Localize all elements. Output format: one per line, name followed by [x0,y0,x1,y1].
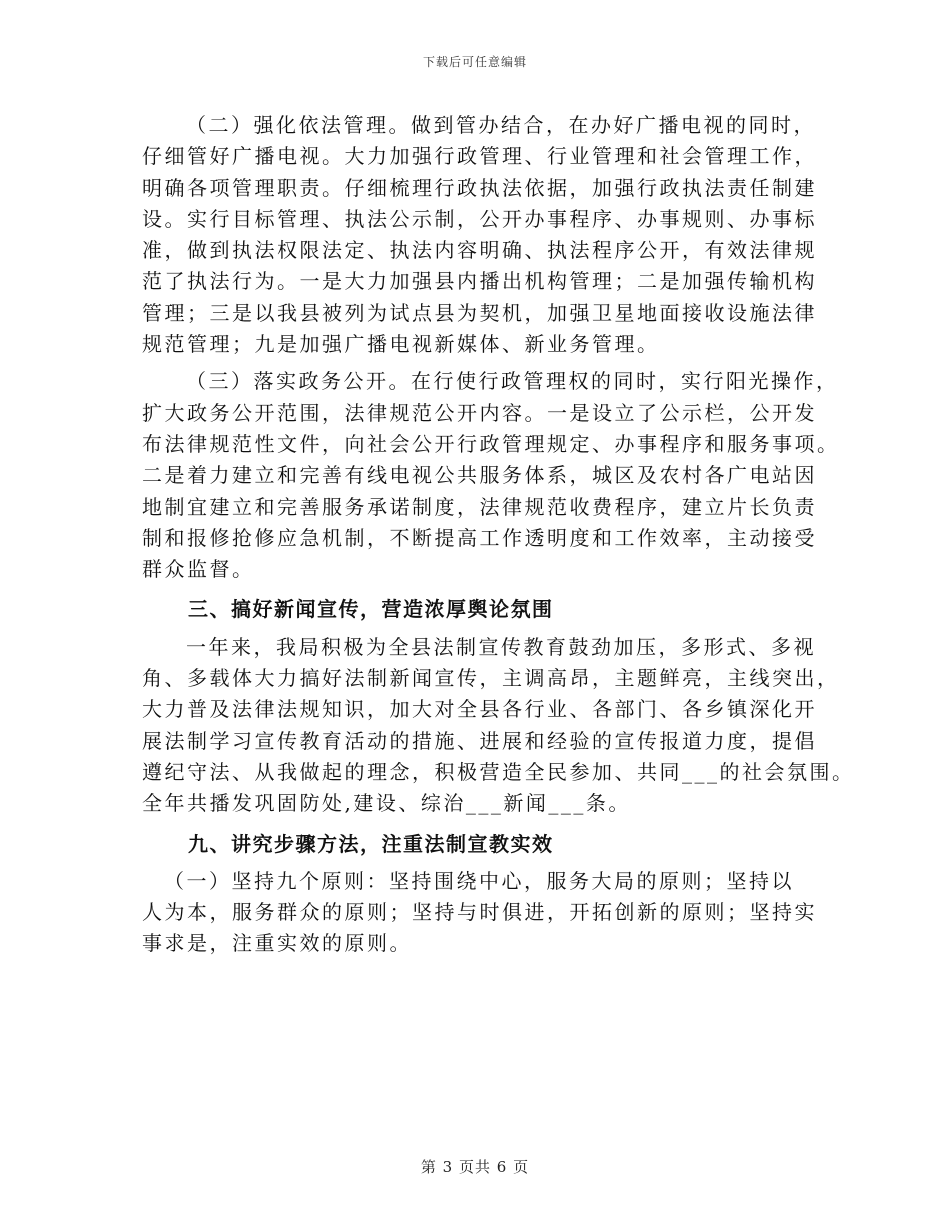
paragraph-strengthen-management [142,110,822,360]
text-line: 设。实行目标管理、执法公示制，公开办事程序、办事规则、办事标 [142,206,817,231]
paragraph-news-publicity [142,632,855,820]
section-heading-methods: 九、讲究步骤方法，注重法制宣教实效 [188,831,554,856]
paragraph-government-affairs [142,366,840,585]
text-line: 全年共播发巩固防处,建设、综治___新闻___条。 [142,791,631,816]
text-line: 准，做到执法权限法定、执法内容明确、执法程序公开，有效法律规 [142,238,817,263]
text-line: 管理；三是以我县被列为试点县为契机，加强卫星地面接收设施法律 [142,300,817,325]
text-line: 范了执法行为。一是大力加强县内播出机构管理；二是加强传输机构 [142,269,817,294]
page-footer: 第 3 页共 6 页 [420,1158,530,1176]
document-body [142,110,855,960]
page-header: 下载后可任意编辑 [422,55,527,69]
text-line: 规范管理；九是加强广播电视新媒体、新业务管理。 [142,332,660,357]
text-line: 遵纪守法、从我做起的理念，积极营造全民参加、共同___的社会氛围。 [142,759,855,784]
text-line: 事求是，注重实效的原则。 [142,931,412,956]
paragraph-principles [142,866,822,960]
text-line: 二是着力建立和完善有线电视公共服务体系，城区及农村各广电站因 [142,463,817,488]
text-line: （一）坚持九个原则：坚持围绕中心，服务大局的原则；坚持以 [164,868,794,893]
text-line: 角、多载体大力搞好法制新闻宣传，主调高昂，主题鲜亮，主线突出， [142,666,840,691]
section-heading-news: 三、搞好新闻宣传，营造浓厚舆论氛围 [188,597,554,622]
text-line: 制和报修抢修应急机制，不断提高工作透明度和工作效率，主动接受 [142,525,817,550]
text-line: （二）强化依法管理。做到管办结合，在办好广播电视的同时， [186,113,816,137]
text-line: 群众监督。 [142,557,255,582]
text-line: 明确各项管理职责。仔细梳理行政执法依据，加强行政执法责任制建 [142,175,817,200]
text-line: 展法制学习宣传教育活动的措施、进展和经验的宣传报道力度，提倡 [142,728,817,753]
text-line: 大力普及法律法规知识，加大对全县各行业、各部门、各乡镇深化开 [142,697,817,722]
text-line: 地制宜建立和完善服务承诺制度，法律规范收费程序，建立片长负责 [142,494,817,519]
text-line: 人为本，服务群众的原则；坚持与时俱进，开拓创新的原则；坚持实 [142,900,817,925]
text-line: 一年来，我局积极为全县法制宣传教育鼓劲加压，多形式、多视 [186,634,816,659]
text-line: 仔细管好广播电视。大力加强行政管理、行业管理和社会管理工作， [142,144,817,169]
text-line: 布法律规范性文件，向社会公开行政管理规定、办事程序和服务事项。 [142,431,840,456]
text-line: （三）落实政务公开。在行使行政管理权的同时，实行阳光操作， [186,369,839,394]
text-line: 扩大政务公开范围，法律规范公开内容。一是设立了公示栏，公开发 [142,400,817,425]
